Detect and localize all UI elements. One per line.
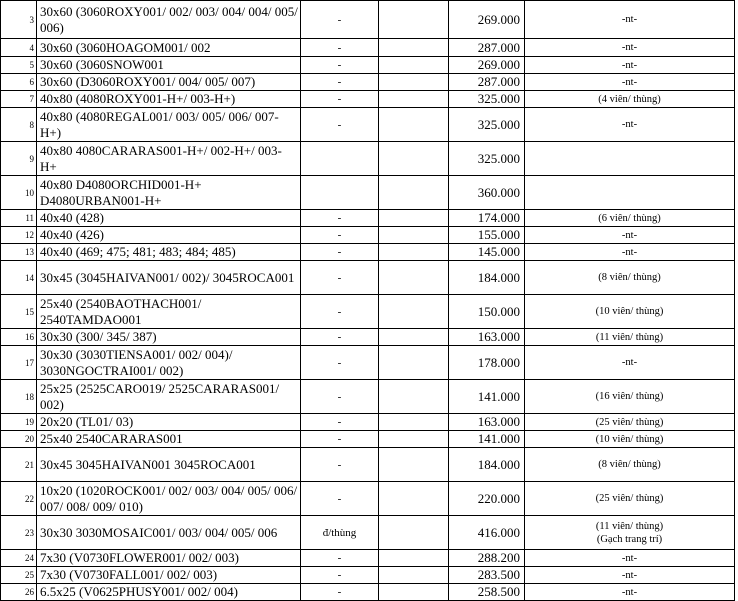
empty-cell	[379, 227, 449, 244]
table-row	[1, 57, 735, 74]
unit-cell: -	[301, 57, 379, 74]
table-row	[1, 210, 735, 227]
unit-cell: -	[301, 108, 379, 142]
row-number: 19	[1, 414, 37, 431]
empty-cell	[379, 244, 449, 261]
table-row	[1, 380, 735, 414]
empty-cell	[379, 584, 449, 601]
row-number: 13	[1, 244, 37, 261]
price-cell: 184.000	[449, 448, 525, 482]
table-row	[1, 91, 735, 108]
table-row	[1, 516, 735, 550]
price-cell: 150.000	[449, 295, 525, 329]
row-number: 21	[1, 448, 37, 482]
table-row	[1, 567, 735, 584]
row-number: 14	[1, 261, 37, 295]
row-number: 12	[1, 227, 37, 244]
product-name: 40x80 D4080ORCHID001-H+ D4080URBAN001-H+	[37, 176, 301, 210]
row-number: 23	[1, 516, 37, 550]
table-row	[1, 261, 735, 295]
unit-cell: -	[301, 39, 379, 57]
unit-cell: -	[301, 448, 379, 482]
table-row	[1, 227, 735, 244]
row-number: 3	[1, 1, 37, 39]
product-name: 7x30 (V0730FLOWER001/ 002/ 003)	[37, 550, 301, 567]
row-number: 11	[1, 210, 37, 227]
empty-cell	[379, 142, 449, 176]
price-cell: 325.000	[449, 142, 525, 176]
price-table-body	[1, 1, 735, 601]
price-cell: 269.000	[449, 57, 525, 74]
table-row	[1, 108, 735, 142]
note-cell: -nt-	[525, 346, 735, 380]
product-name: 30x30 (3030TIENSA001/ 002/ 004)/ 3030NGOCTRAI001/ 002)	[37, 346, 301, 380]
row-number: 20	[1, 431, 37, 448]
row-number: 10	[1, 176, 37, 210]
empty-cell	[379, 176, 449, 210]
price-cell: 155.000	[449, 227, 525, 244]
empty-cell	[379, 550, 449, 567]
product-name: 30x60 (3060HOAGOM001/ 002	[37, 39, 301, 57]
price-cell: 287.000	[449, 74, 525, 91]
empty-cell	[379, 329, 449, 346]
price-cell: 184.000	[449, 261, 525, 295]
product-name: 40x40 (428)	[37, 210, 301, 227]
price-cell: 145.000	[449, 244, 525, 261]
empty-cell	[379, 482, 449, 516]
table-row	[1, 329, 735, 346]
note-cell	[525, 142, 735, 176]
price-cell: 269.000	[449, 1, 525, 39]
product-name: 6.5x25 (V0625PHUSY001/ 002/ 004)	[37, 584, 301, 601]
product-name: 40x40 (426)	[37, 227, 301, 244]
unit-cell: -	[301, 567, 379, 584]
price-cell: 416.000	[449, 516, 525, 550]
table-row	[1, 1, 735, 39]
empty-cell	[379, 380, 449, 414]
unit-cell: đ/thùng	[301, 516, 379, 550]
note-cell: (25 viên/ thùng)	[525, 482, 735, 516]
table-row	[1, 176, 735, 210]
unit-cell: -	[301, 74, 379, 91]
table-row	[1, 74, 735, 91]
note-cell: -nt-	[525, 227, 735, 244]
unit-cell: -	[301, 346, 379, 380]
empty-cell	[379, 108, 449, 142]
unit-cell: -	[301, 550, 379, 567]
row-number: 26	[1, 584, 37, 601]
table-row	[1, 482, 735, 516]
note-cell: (10 viên/ thùng)	[525, 295, 735, 329]
note-cell: -nt-	[525, 550, 735, 567]
note-cell: (8 viên/ thùng)	[525, 448, 735, 482]
note-cell: (25 viên/ thùng)	[525, 414, 735, 431]
row-number: 9	[1, 142, 37, 176]
note-cell: -nt-	[525, 1, 735, 39]
note-cell: (16 viên/ thùng)	[525, 380, 735, 414]
unit-cell: -	[301, 1, 379, 39]
note-cell: -nt-	[525, 39, 735, 57]
product-name: 20x20 (TL01/ 03)	[37, 414, 301, 431]
empty-cell	[379, 414, 449, 431]
unit-cell: -	[301, 210, 379, 227]
empty-cell	[379, 567, 449, 584]
product-name: 7x30 (V0730FALL001/ 002/ 003)	[37, 567, 301, 584]
table-row	[1, 550, 735, 567]
note-cell: (10 viên/ thùng)	[525, 431, 735, 448]
unit-cell: -	[301, 431, 379, 448]
row-number: 25	[1, 567, 37, 584]
empty-cell	[379, 431, 449, 448]
note-cell: -nt-	[525, 567, 735, 584]
product-name: 40x80 4080CARARAS001-H+/ 002-H+/ 003-H+	[37, 142, 301, 176]
table-row	[1, 142, 735, 176]
row-number: 7	[1, 91, 37, 108]
price-cell: 220.000	[449, 482, 525, 516]
unit-cell: -	[301, 261, 379, 295]
product-name: 30x45 (3045HAIVAN001/ 002)/ 3045ROCA001	[37, 261, 301, 295]
product-name: 40x80 (4080ROXY001-H+/ 003-H+)	[37, 91, 301, 108]
row-number: 22	[1, 482, 37, 516]
table-row	[1, 448, 735, 482]
product-name: 30x60 (3060SNOW001	[37, 57, 301, 74]
row-number: 8	[1, 108, 37, 142]
unit-cell: -	[301, 91, 379, 108]
price-cell: 288.200	[449, 550, 525, 567]
row-number: 6	[1, 74, 37, 91]
empty-cell	[379, 1, 449, 39]
table-row	[1, 244, 735, 261]
row-number: 16	[1, 329, 37, 346]
price-cell: 258.500	[449, 584, 525, 601]
row-number: 17	[1, 346, 37, 380]
unit-cell: -	[301, 482, 379, 516]
price-cell: 163.000	[449, 414, 525, 431]
empty-cell	[379, 210, 449, 227]
note-cell: (4 viên/ thùng)	[525, 91, 735, 108]
note-cell: -nt-	[525, 244, 735, 261]
product-name: 10x20 (1020ROCK001/ 002/ 003/ 004/ 005/ 006/ 007/ 008/ 009/ 010)	[37, 482, 301, 516]
row-number: 15	[1, 295, 37, 329]
note-cell	[525, 176, 735, 210]
price-cell: 325.000	[449, 108, 525, 142]
empty-cell	[379, 346, 449, 380]
empty-cell	[379, 57, 449, 74]
note-cell: (11 viên/ thùng)	[525, 329, 735, 346]
product-name: 30x45 3045HAIVAN001 3045ROCA001	[37, 448, 301, 482]
row-number: 5	[1, 57, 37, 74]
product-name: 25x40 (2540BAOTHACH001/ 2540TAMDAO001	[37, 295, 301, 329]
note-cell: (8 viên/ thùng)	[525, 261, 735, 295]
row-number: 24	[1, 550, 37, 567]
unit-cell	[301, 142, 379, 176]
empty-cell	[379, 295, 449, 329]
table-row	[1, 346, 735, 380]
product-name: 25x25 (2525CARO019/ 2525CARARAS001/ 002)	[37, 380, 301, 414]
table-row	[1, 295, 735, 329]
price-cell: 283.500	[449, 567, 525, 584]
unit-cell: -	[301, 227, 379, 244]
price-cell: 141.000	[449, 431, 525, 448]
unit-cell: -	[301, 329, 379, 346]
note-cell: (11 viên/ thùng) (Gạch trang trí)	[525, 516, 735, 550]
empty-cell	[379, 74, 449, 91]
empty-cell	[379, 39, 449, 57]
product-name: 40x40 (469; 475; 481; 483; 484; 485)	[37, 244, 301, 261]
table-row	[1, 584, 735, 601]
note-cell: -nt-	[525, 74, 735, 91]
product-name: 30x60 (D3060ROXY001/ 004/ 005/ 007)	[37, 74, 301, 91]
price-cell: 178.000	[449, 346, 525, 380]
unit-cell: -	[301, 244, 379, 261]
price-cell: 141.000	[449, 380, 525, 414]
table-row	[1, 431, 735, 448]
empty-cell	[379, 261, 449, 295]
unit-cell: -	[301, 295, 379, 329]
note-cell: -nt-	[525, 108, 735, 142]
row-number: 4	[1, 39, 37, 57]
unit-cell: -	[301, 414, 379, 431]
price-cell: 287.000	[449, 39, 525, 57]
price-cell: 163.000	[449, 329, 525, 346]
product-name: 40x80 (4080REGAL001/ 003/ 005/ 006/ 007-H+)	[37, 108, 301, 142]
empty-cell	[379, 91, 449, 108]
price-cell: 360.000	[449, 176, 525, 210]
empty-cell	[379, 448, 449, 482]
product-name: 30x30 (300/ 345/ 387)	[37, 329, 301, 346]
note-cell: -nt-	[525, 57, 735, 74]
table-row	[1, 39, 735, 57]
table-row	[1, 414, 735, 431]
empty-cell	[379, 516, 449, 550]
unit-cell: -	[301, 380, 379, 414]
unit-cell: -	[301, 584, 379, 601]
unit-cell	[301, 176, 379, 210]
row-number: 18	[1, 380, 37, 414]
product-name: 30x60 (3060ROXY001/ 002/ 003/ 004/ 004/ 005/ 006)	[37, 1, 301, 39]
product-name: 30x30 3030MOSAIC001/ 003/ 004/ 005/ 006	[37, 516, 301, 550]
product-name: 25x40 2540CARARAS001	[37, 431, 301, 448]
price-cell: 325.000	[449, 91, 525, 108]
note-cell: (6 viên/ thùng)	[525, 210, 735, 227]
price-cell: 174.000	[449, 210, 525, 227]
note-cell: -nt-	[525, 584, 735, 601]
